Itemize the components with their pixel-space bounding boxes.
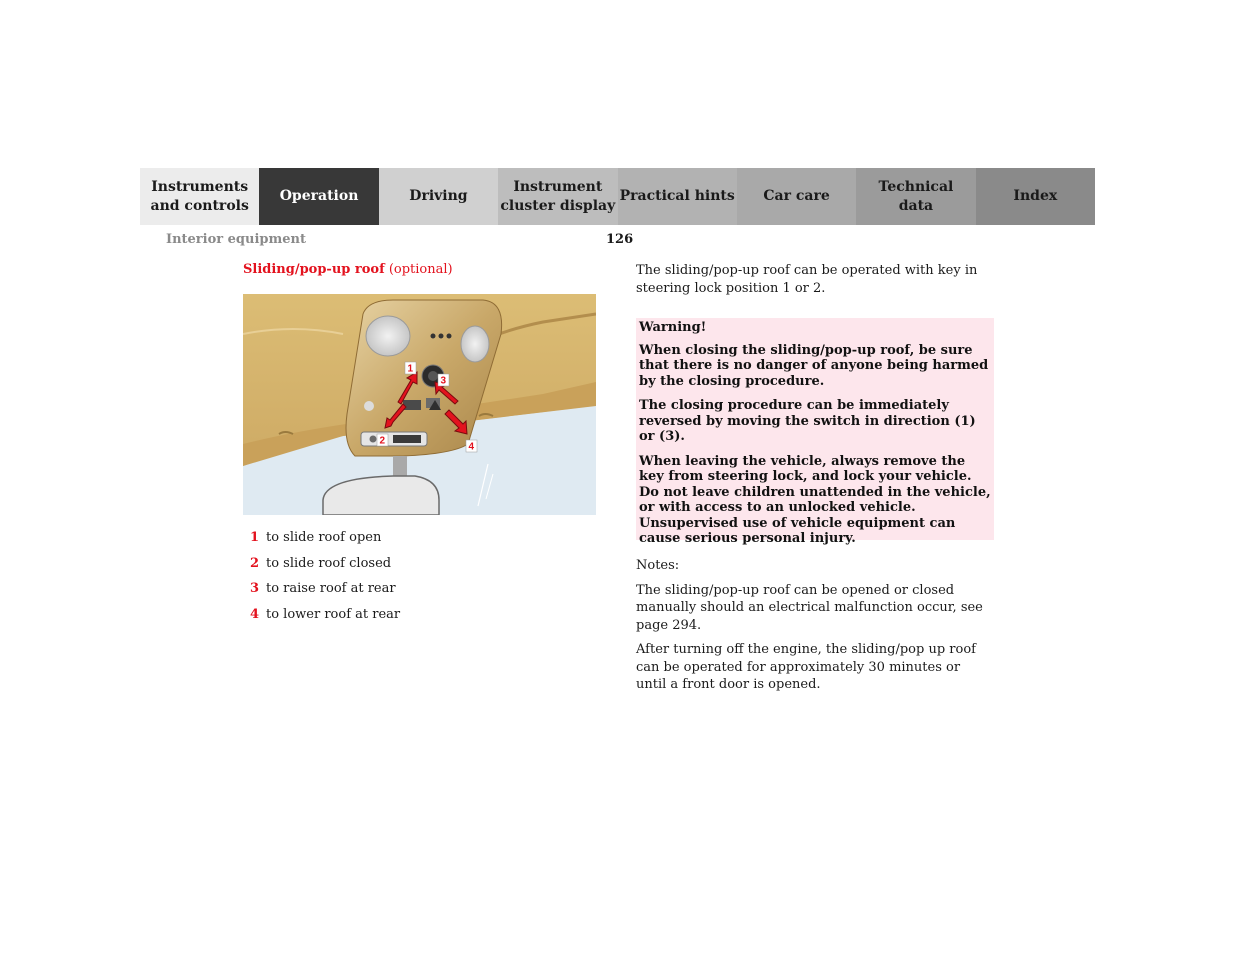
callout-number: 4 <box>249 607 260 623</box>
callout-text: to slide roof closed <box>266 555 392 571</box>
callout-text: to slide roof open <box>266 530 382 545</box>
intro-paragraph <box>636 262 994 297</box>
callout-number: 3 <box>249 581 260 597</box>
warning-title: Warning! <box>639 320 707 335</box>
figure-label-2: 2 <box>379 435 386 447</box>
callout-text: to lower roof at rear <box>266 607 401 623</box>
figure-label-3: 3 <box>440 375 447 387</box>
notes-section <box>636 557 994 701</box>
figure-label-4: 4 <box>468 441 475 453</box>
notes-title: Notes: <box>636 558 680 573</box>
callout-text: to raise roof at rear <box>266 581 396 597</box>
page-number: 126 <box>606 232 634 247</box>
notes-paragraph: The sliding/pop-up roof can be opened or closed manually should an electrical malfunction occur, see page 294. <box>636 582 983 633</box>
warning-paragraph: When leaving the vehicle, always remove the key from steering lock, and lock your vehicle. Do not leave children unattended in the vehicle, or with access to an unlocked vehicle. Unsupervised use of vehicle equipment can cause serious personal injury. <box>639 453 991 546</box>
heading-title: Sliding/pop-up roof <box>243 262 385 277</box>
tab-car-care[interactable]: Car care <box>737 168 856 225</box>
chapter-nav <box>140 168 1095 225</box>
callout-number: 1 <box>249 530 260 545</box>
callout-item <box>243 556 400 582</box>
tab-technical-data[interactable]: Technical data <box>856 168 975 225</box>
heading-suffix: (optional) <box>388 262 453 277</box>
intro-text: The sliding/pop-up roof can be operated with key in steering lock position 1 or 2. <box>636 263 978 296</box>
callout-item <box>243 581 400 607</box>
section-label: Interior equipment <box>166 232 306 247</box>
callout-item <box>243 607 400 633</box>
warning-paragraph: The closing procedure can be immediately reversed by moving the switch in direction (1) or (3). <box>639 398 976 444</box>
tab-practical-hints[interactable]: Practical hints <box>618 168 737 225</box>
callout-number: 2 <box>249 555 260 571</box>
tab-index[interactable]: Index <box>976 168 1095 225</box>
notes-paragraph: After turning off the engine, the sliding/pop up roof can be operated for approximately 30 minutes or until a front door is opened. <box>636 642 976 692</box>
callout-list <box>243 530 400 633</box>
tab-instrument-cluster-display[interactable]: Instrument cluster display <box>498 168 617 225</box>
warning-paragraph: When closing the sliding/pop-up roof, be sure that there is no danger of anyone being harmed by the closing procedure. <box>639 342 989 389</box>
tab-instruments-and-controls[interactable]: Instruments and controls <box>140 168 259 225</box>
tab-driving[interactable]: Driving <box>379 168 498 225</box>
warning-box <box>636 318 994 546</box>
tab-operation[interactable]: Operation <box>259 168 378 225</box>
callout-item <box>243 530 400 556</box>
overhead-panel-illustration <box>243 294 596 515</box>
page-heading <box>243 262 453 277</box>
figure-label-1: 1 <box>407 363 414 375</box>
